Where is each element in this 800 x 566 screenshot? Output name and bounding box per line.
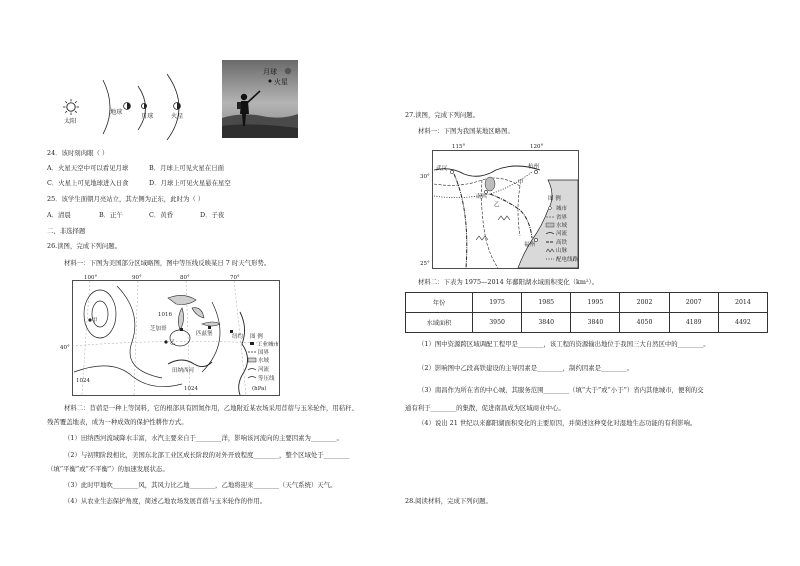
- table-header-cell: 1985: [522, 293, 571, 313]
- isobar-label: 1024: [184, 386, 198, 392]
- q24-stem: 24．该时刻肉眼（ ）: [47, 149, 109, 157]
- table-header-cell: 1975: [473, 293, 522, 313]
- place-label: 杭州: [528, 164, 540, 170]
- lon-label: 70°: [230, 275, 240, 281]
- svg-text:国界: 国界: [258, 350, 270, 356]
- section-title: 二、非选择题: [47, 227, 86, 235]
- q25-option-a[interactable]: A．清晨: [47, 211, 71, 219]
- place-label: 乙: [494, 202, 500, 208]
- q26-subquestion-4: （4）从农业生态保护角度，简述乙地农场发展苜蓿与玉米轮作的作用。: [64, 497, 267, 505]
- photo-mars-label: 火星: [274, 78, 288, 86]
- svg-text:河流: 河流: [258, 367, 270, 373]
- place-label: 福州: [524, 242, 536, 248]
- q25-stem: 25．该学生面朝月亮站立，其左侧为正东，此时为（ ）: [47, 195, 205, 203]
- moon-icon: [285, 68, 291, 74]
- q27-material-1: 材料一：下图为我国某地区略图。: [418, 127, 514, 135]
- photo-moon-label: 月球: [263, 68, 277, 76]
- place-label: 甲: [92, 318, 98, 324]
- q25-option-b[interactable]: B．正午: [99, 211, 123, 219]
- q26-material-1: 材料一：下图为美国部分区域略图，图中等压线反映某日 7 时天气形势。: [64, 259, 271, 267]
- q26-subquestion-2-line2: （填“平衡”或“不平衡”）的加速发展状态。: [47, 465, 169, 473]
- q27-material-2: 材料二：下表为 1975—2014 年鄱阳湖水域面积变化（km²）。: [418, 278, 599, 286]
- place-label: 南昌: [476, 194, 488, 200]
- svg-text:水域: 水域: [258, 358, 270, 364]
- svg-text:河流: 河流: [556, 231, 568, 237]
- place-label: 武汉: [436, 166, 448, 172]
- lat-label: 30°: [420, 174, 430, 180]
- q27-subquestion-3-line1: （3）南昌作为所在省的中心城，其服务范围________（填“大于”或“小于”）省内其他城市，便利的交: [418, 386, 704, 394]
- table-cell: 3950: [473, 313, 522, 333]
- moon-label: 月球: [141, 113, 154, 120]
- table-header-cell: 年份: [406, 293, 473, 313]
- place-label: 芝加哥: [150, 326, 167, 332]
- svg-text:图 例: 图 例: [250, 334, 263, 340]
- q24-option-d[interactable]: D．月球上可见火星悬在星空: [149, 179, 231, 187]
- q27-subquestion-2: （2）影响图中乙段高铁建设的主导因素是________，制约因素是________。: [418, 364, 633, 372]
- place-label: 匹兹堡: [196, 331, 213, 337]
- q27-stem: 27.读图，完成下列问题。: [405, 111, 480, 119]
- q26-subquestion-3: （3）此时甲地吹________风，其风力比乙地________，乙地将迎来________（天气系统）天气。: [64, 481, 337, 489]
- q25-option-d[interactable]: D．子夜: [200, 211, 225, 219]
- place-label: 纽约: [232, 334, 244, 340]
- table-header-cell: 1995: [571, 293, 620, 313]
- svg-text:工业城市: 工业城市: [257, 342, 280, 348]
- q27-subquestion-4: （4）说出 21 世纪以来鄱阳湖面积变化的主要原因，并简述这种变化对湿地生态功能的有利影响。: [418, 419, 697, 427]
- place-label: 乙: [170, 340, 176, 346]
- isobar-label: 1024: [76, 378, 90, 384]
- svg-text:(hPa): (hPa): [252, 386, 267, 392]
- svg-text:山脉: 山脉: [556, 248, 568, 254]
- region-map: [420, 140, 580, 270]
- q27-subquestion-1: （1）图中资源跨区域调配工程甲是________，该工程的资源输出地位于我国三大自然区中的________。: [418, 340, 710, 348]
- lon-label: 120°: [530, 144, 544, 150]
- table-cell: 4189: [669, 313, 718, 333]
- place-label: 田纳西河: [172, 368, 195, 374]
- place-label: 甲: [518, 180, 524, 186]
- table-cell: 3840: [571, 313, 620, 333]
- sun-icon: [63, 99, 79, 115]
- lake-area-table: [405, 292, 768, 333]
- svg-text:省界: 省界: [556, 215, 568, 221]
- q26-subquestion-2-line1: （2）与初期阶段相比，美国东北部工业区成长阶段的对外开放程度________，整个区域处于________: [64, 451, 350, 459]
- table-header-cell: 2007: [669, 293, 718, 313]
- q24-option-a[interactable]: A．火星天空中可以看见月球: [47, 164, 129, 172]
- lon-label: 80°: [180, 275, 190, 281]
- q24-option-b[interactable]: B．月球上可见火星在日面: [149, 164, 224, 172]
- svg-text:等压线: 等压线: [258, 376, 275, 382]
- q26-material-2-line1: 材料二：苜蓿是一种上等饲料，它的根部具有固氮作用，乙地附近某农场采用苜蓿与玉米轮作，用秸秆、: [64, 404, 358, 412]
- table-cell: 4492: [718, 313, 767, 333]
- us-weather-map: [60, 272, 280, 396]
- svg-text:图 例: 图 例: [548, 196, 561, 202]
- student-photo: [222, 60, 298, 138]
- earth-orbit: [103, 80, 110, 134]
- q26-subquestion-1: （1）田纳西河流域降水丰富，水汽主要来自于________洋，影响该河流向的主要因素为________。: [64, 434, 343, 442]
- table-cell: 3840: [522, 313, 571, 333]
- lon-label: 90°: [132, 275, 142, 281]
- earth-label: 地球: [110, 109, 123, 116]
- svg-text:水域: 水域: [556, 223, 568, 229]
- mars-label: 火星: [171, 113, 184, 120]
- table-row: [406, 313, 768, 333]
- q26-material-2-line2: 残苦覆盖地表，成为一种成效的保护性耕作方式。: [47, 418, 188, 426]
- isobar-label: 1016: [158, 312, 172, 318]
- table-header-cell: 2014: [718, 293, 767, 313]
- table-row: [406, 293, 768, 313]
- svg-text:高铁: 高铁: [556, 240, 568, 246]
- lon-label: 100°: [84, 275, 98, 281]
- svg-text:配电线路: 配电线路: [556, 257, 579, 263]
- q25-option-c[interactable]: C．黄昏: [149, 211, 174, 219]
- orbit-diagram: [55, 72, 195, 132]
- table-cell: 水域面积: [406, 313, 473, 333]
- q28-stem: 28.阅读材料，完成下列问题。: [405, 497, 492, 505]
- lat-label: 25°: [420, 261, 430, 267]
- lon-label: 115°: [452, 144, 466, 150]
- table-header-cell: 2002: [620, 293, 669, 313]
- q27-subquestion-3-line2: 通有利于________的集散，促进南昌成为区域商业中心。: [405, 404, 565, 412]
- mars-icon: [269, 80, 272, 83]
- lat-label: 40°: [60, 345, 70, 351]
- poyang-lake: [485, 177, 495, 191]
- table-cell: 4050: [620, 313, 669, 333]
- q24-option-c[interactable]: C．火星上可见地球进入日食: [47, 179, 129, 187]
- svg-text:城市: 城市: [556, 206, 568, 212]
- sun-label: 太阳: [64, 118, 77, 125]
- q26-stem: 26.读图，完成下列问题。: [47, 242, 122, 250]
